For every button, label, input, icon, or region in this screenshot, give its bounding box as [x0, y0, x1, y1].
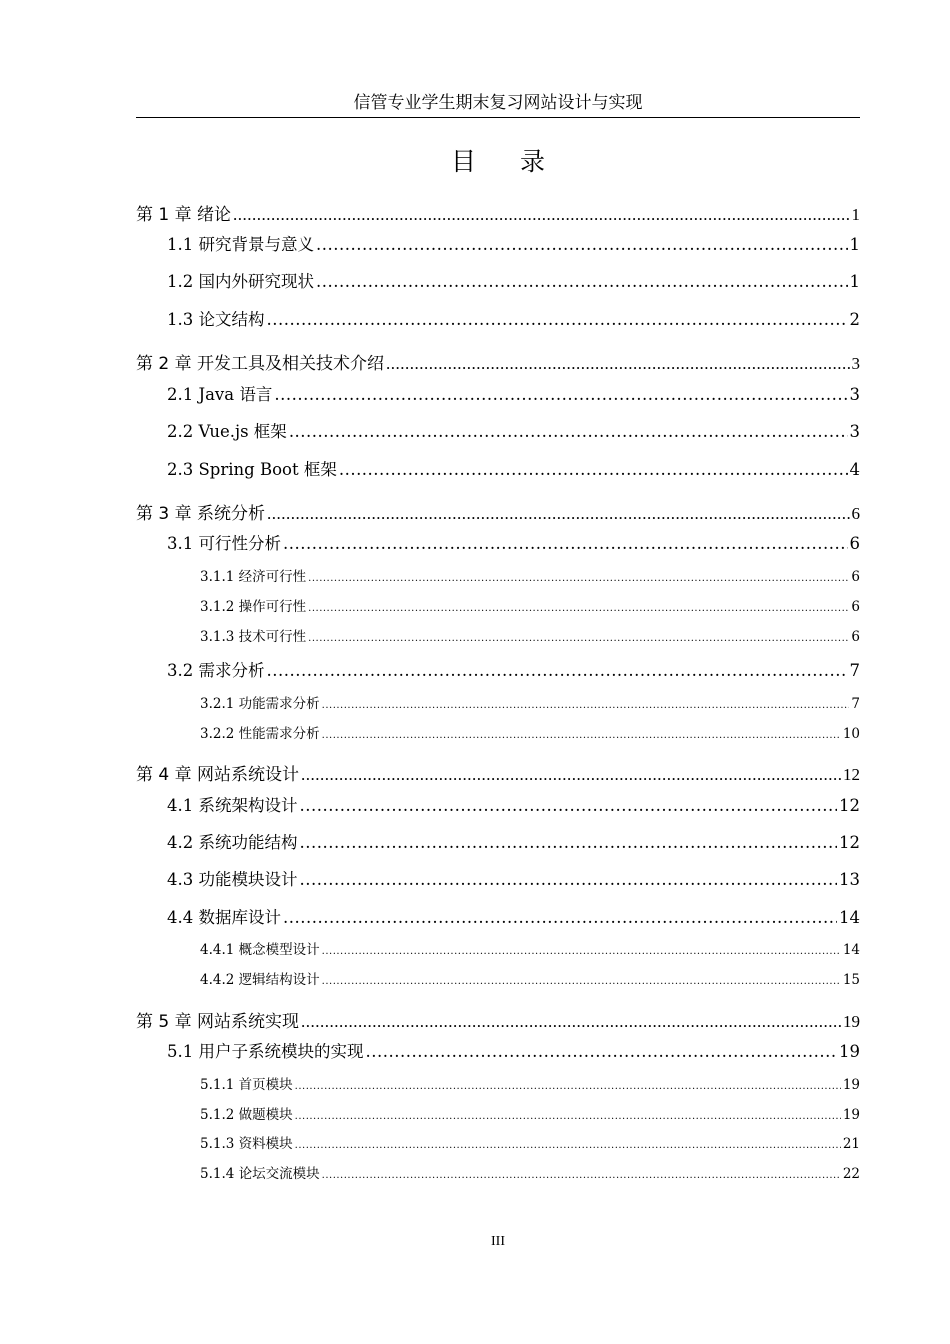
toc-entry[interactable] [167, 792, 860, 816]
toc-entry-page: 14 [839, 908, 860, 927]
toc-entry-page: 7 [849, 661, 860, 680]
toc-entry-label: 第 4 章 网站系统设计 [136, 765, 300, 785]
toc-leader-dots [322, 1170, 841, 1181]
toc-entry-label: 第 2 章 开发工具及相关技术介绍 [136, 354, 385, 374]
toc-entry[interactable] [200, 595, 860, 615]
toc-entry-label: 1.1 研究背景与意义 [167, 235, 314, 254]
toc-entry-page: 1 [849, 272, 860, 291]
toc-leader-dots [308, 573, 849, 584]
toc-leader-dots [283, 534, 848, 553]
toc-entry[interactable] [167, 904, 860, 928]
toc-entry[interactable] [200, 938, 860, 958]
toc-entry[interactable] [136, 349, 860, 374]
toc-leader-dots [295, 1140, 841, 1151]
toc-leader-dots [308, 603, 849, 614]
toc-entry-label: 第 1 章 绪论 [136, 205, 232, 225]
toc-entry-label: 4.3 功能模块设计 [167, 870, 298, 889]
toc-leader-dots [322, 700, 850, 711]
toc-entry-page: 6 [851, 599, 860, 615]
toc-entry-label: 4.2 系统功能结构 [167, 833, 298, 852]
toc-entry[interactable] [167, 1038, 860, 1062]
toc-entry-page: 14 [842, 942, 860, 958]
toc-entry-label: 3.1.2 操作可行性 [200, 599, 307, 615]
toc-leader-dots [300, 796, 838, 815]
toc-entry-label: 2.1 Java 语言 [167, 385, 273, 404]
toc-entry-label: 5.1.4 论坛交流模块 [200, 1166, 320, 1182]
toc-entry-page: 19 [842, 1077, 860, 1093]
toc-entry-label: 2.3 Spring Boot 框架 [167, 460, 337, 479]
toc-entry-label: 第 5 章 网站系统实现 [136, 1012, 300, 1032]
toc-entry-page: 3 [849, 385, 860, 404]
toc-leader-dots [289, 422, 848, 441]
toc-entry-label: 2.2 Vue.js 框架 [167, 422, 287, 441]
toc-entry-page: 6 [851, 569, 860, 585]
running-header: 信管专业学生期末复习网站设计与实现 [353, 93, 643, 113]
toc-leader-dots [295, 1081, 841, 1092]
toc-entry-label: 3.2.1 功能需求分析 [200, 696, 320, 712]
toc-entry-page: 10 [842, 726, 860, 742]
toc-entry[interactable] [167, 829, 860, 853]
toc-entry-page: 19 [839, 1042, 860, 1061]
toc-entry[interactable] [136, 760, 860, 785]
toc-entry-label: 第 3 章 系统分析 [136, 504, 266, 524]
toc-entry-page: 12 [839, 833, 860, 852]
toc-entry-page: 15 [842, 972, 860, 988]
toc-entry[interactable] [167, 231, 860, 255]
toc-entry[interactable] [200, 1103, 860, 1123]
toc-entry[interactable] [200, 1162, 860, 1182]
toc-leader-dots [267, 504, 849, 524]
toc-entry[interactable] [167, 866, 860, 890]
toc-entry-label: 3.1 可行性分析 [167, 534, 281, 553]
toc-entry[interactable] [167, 268, 860, 292]
toc-entry[interactable] [136, 499, 860, 524]
toc-entry[interactable] [200, 692, 860, 712]
toc-entry[interactable] [200, 625, 860, 645]
toc-entry[interactable] [167, 306, 860, 330]
toc-entry[interactable] [167, 381, 860, 405]
toc-entry-page: 21 [842, 1136, 860, 1152]
toc-entry[interactable] [200, 1132, 860, 1152]
toc-entry[interactable] [136, 200, 860, 225]
toc-entry-label: 5.1.3 资料模块 [200, 1136, 293, 1152]
toc-entry-label: 3.2.2 性能需求分析 [200, 726, 320, 742]
toc-leader-dots [322, 730, 841, 741]
toc-entry-label: 5.1.1 首页模块 [200, 1077, 293, 1093]
toc-leader-dots [308, 633, 849, 644]
toc-leader-dots [283, 908, 837, 927]
toc-entry-label: 5.1.2 做题模块 [200, 1107, 293, 1123]
toc-entry-label: 5.1 用户子系统模块的实现 [167, 1042, 364, 1061]
toc-leader-dots [233, 205, 849, 225]
toc-entry-page: 4 [849, 460, 860, 479]
toc-entry[interactable] [200, 722, 860, 742]
toc-leader-dots [386, 354, 849, 374]
toc-entry[interactable] [200, 565, 860, 585]
toc-leader-dots [322, 976, 841, 987]
toc-entry[interactable] [167, 418, 860, 442]
toc-leader-dots [295, 1111, 841, 1122]
toc-entry-label: 1.3 论文结构 [167, 310, 265, 329]
toc-leader-dots [316, 235, 848, 254]
toc-entry-page: 6 [851, 629, 860, 645]
toc-leader-dots [316, 272, 848, 291]
toc-entry[interactable] [167, 456, 860, 480]
toc-entry-page: 6 [851, 504, 860, 523]
toc-entry[interactable] [167, 657, 860, 681]
header-rule [136, 117, 860, 118]
toc-leader-dots [322, 946, 841, 957]
toc-entry[interactable] [200, 1073, 860, 1093]
toc-leader-dots [301, 1012, 841, 1032]
page-number: III [491, 1234, 505, 1249]
toc-entry-label: 1.2 国内外研究现状 [167, 272, 314, 291]
toc-entry-label: 4.4 数据库设计 [167, 908, 281, 927]
toc-leader-dots [301, 765, 841, 785]
toc-entry-label: 3.1.1 经济可行性 [200, 569, 307, 585]
toc-entry-page: 1 [851, 205, 860, 224]
toc-entry[interactable] [167, 530, 860, 554]
toc-entry-page: 19 [842, 1107, 860, 1123]
toc-entry-page: 22 [842, 1166, 860, 1182]
toc-entry-label: 3.1.3 技术可行性 [200, 629, 307, 645]
toc-leader-dots [267, 661, 848, 680]
toc-entry[interactable] [200, 968, 860, 988]
toc-leader-dots [339, 460, 848, 479]
page-title: 目录 [450, 147, 589, 176]
toc-entry-label: 3.2 需求分析 [167, 661, 265, 680]
toc-entry-page: 12 [843, 765, 860, 784]
toc-entry-page: 12 [839, 796, 860, 815]
toc-leader-dots [300, 870, 838, 889]
toc-entry-page: 3 [849, 422, 860, 441]
toc-entry-page: 19 [843, 1012, 860, 1031]
toc-entry[interactable] [136, 1007, 860, 1032]
toc-entry-page: 13 [839, 870, 860, 889]
toc-entry-page: 6 [849, 534, 860, 553]
toc-entry-label: 4.1 系统架构设计 [167, 796, 298, 815]
toc-entry-page: 2 [849, 310, 860, 329]
toc-leader-dots [300, 833, 838, 852]
toc-entry-label: 4.4.1 概念模型设计 [200, 942, 320, 958]
toc-entry-page: 3 [851, 354, 860, 373]
toc-entry-label: 4.4.2 逻辑结构设计 [200, 972, 320, 988]
toc-leader-dots [267, 310, 848, 329]
toc-leader-dots [274, 385, 847, 404]
toc-leader-dots [366, 1042, 838, 1061]
toc-entry-page: 7 [851, 696, 860, 712]
toc-entry-page: 1 [849, 235, 860, 254]
